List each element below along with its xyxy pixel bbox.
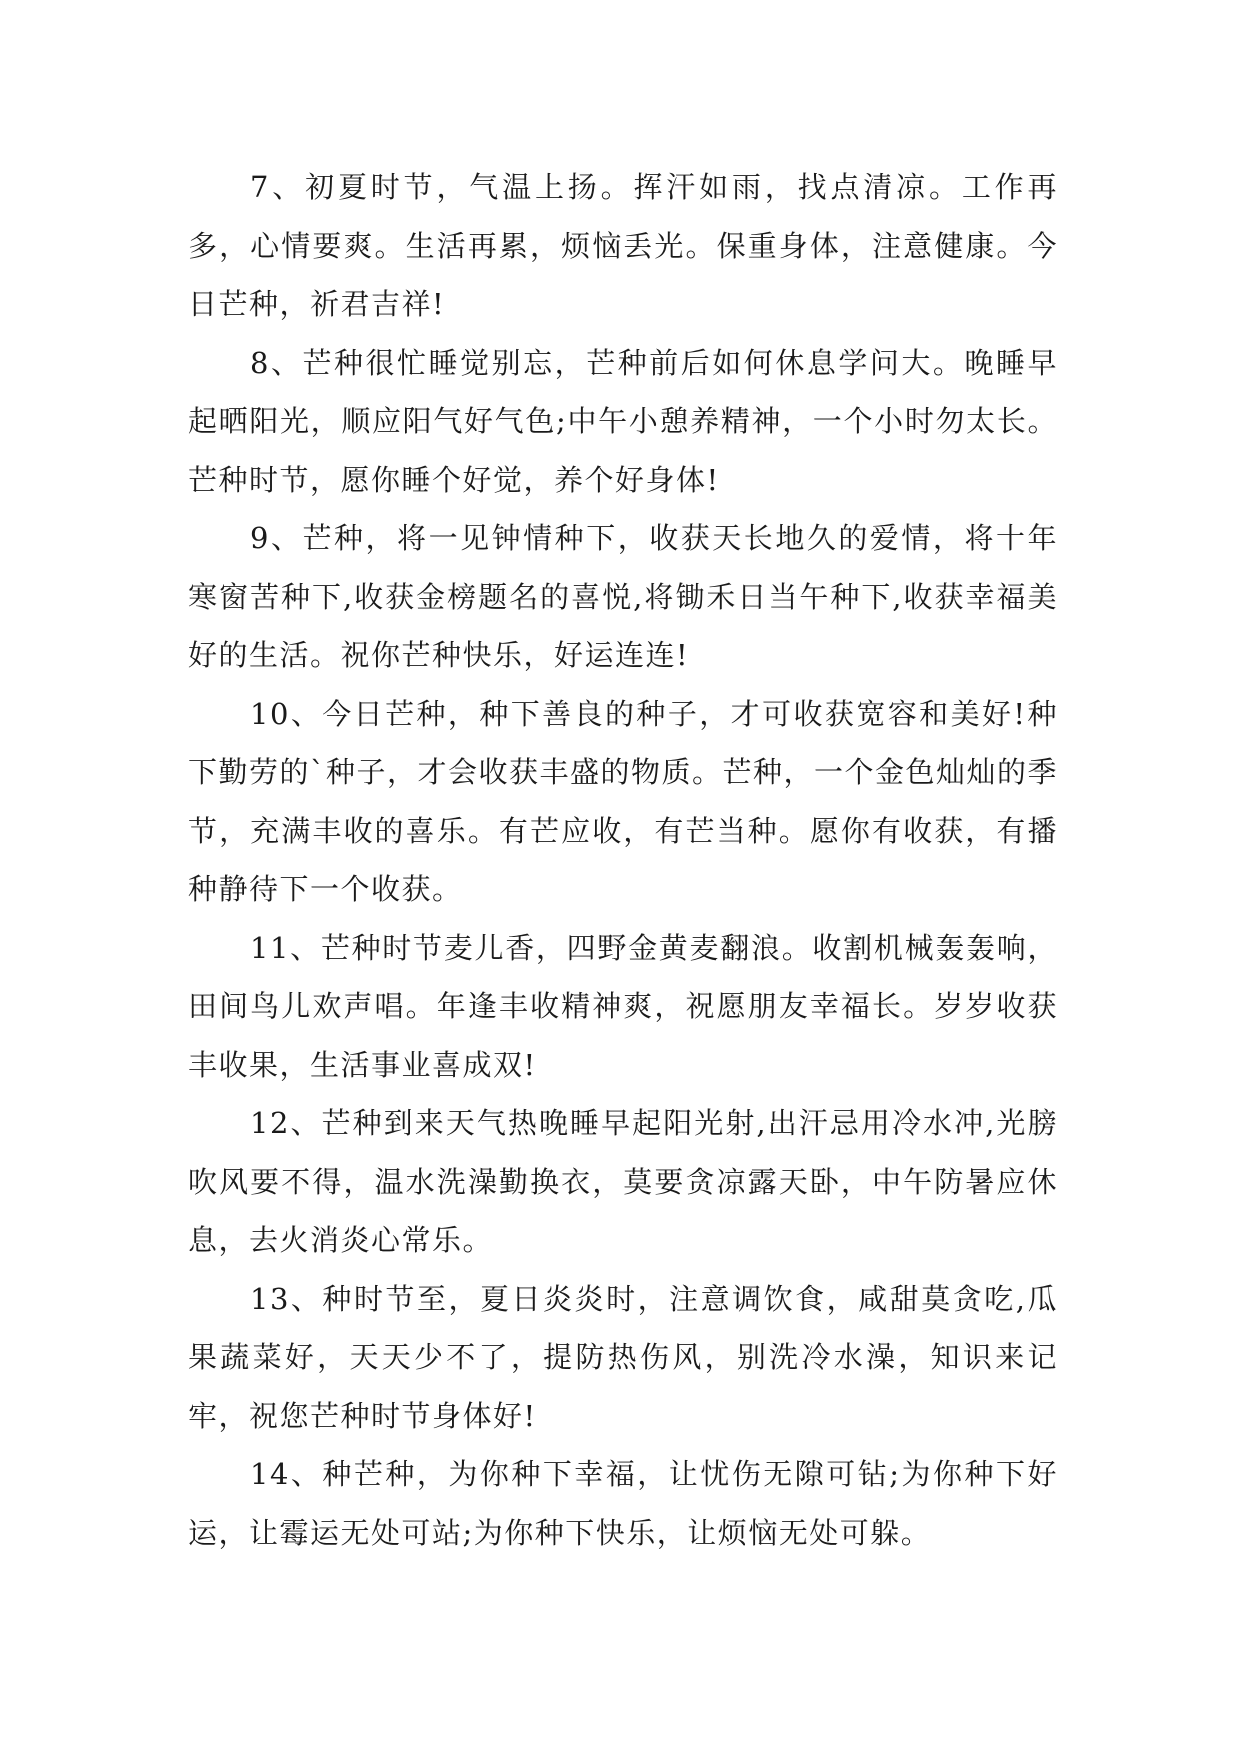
paragraph-7: 7、初夏时节，气温上扬。挥汗如雨，找点清凉。工作再多，心情要爽。生活再累，烦恼丢光。保重身体，注意健康。今日芒种，祈君吉祥! (188, 170, 1058, 321)
paragraph-14: 14、种芒种，为你种下幸福，让忧伤无隙可钻;为你种下好运，让霉运无处可站;为你种下快乐，让烦恼无处可躲。 (188, 1457, 1058, 1550)
paragraph-8: 8、芒种很忙睡觉别忘，芒种前后如何休息学问大。晚睡早起晒阳光，顺应阳气好气色;中午小憩养精神，一个小时勿太长。芒种时节，愿你睡个好觉，养个好身体! (188, 345, 1058, 497)
paragraph-12: 12、芒种到来天气热晚睡早起阳光射,出汗忌用冷水冲,光膀吹风要不得，温水洗澡勤换衣，莫要贪凉露天卧，中午防暑应休息，去火消炎心常乐。 (188, 1106, 1058, 1257)
paragraph-9: 9、芒种，将一见钟情种下，收获天长地久的爱情，将十年寒窗苦种下,收获金榜题名的喜悦,将锄禾日当午种下,收获幸福美好的生活。祝你芒种快乐，好运连连! (188, 521, 1058, 672)
paragraph-13: 13、种时节至，夏日炎炎时，注意调饮食，咸甜莫贪吃,瓜果蔬菜好，天天少不了，提防热伤风，别洗冷水澡，知识来记牢，祝您芒种时节身体好! (188, 1281, 1058, 1433)
document-body (188, 158, 1058, 1562)
paragraph-10: 10、今日芒种，种下善良的种子，才可收获宽容和美好!种下勤劳的`种子，才会收获丰盛的物质。芒种，一个金色灿灿的季节，充满丰收的喜乐。有芒应收，有芒当种。愿你有收获，有播种静待下一个收获。 (188, 696, 1059, 906)
paragraph-11: 11、芒种时节麦儿香，四野金黄麦翻浪。收割机械轰轰响，田间鸟儿欢声唱。年逢丰收精神爽，祝愿朋友幸福长。岁岁收获丰收果，生活事业喜成双! (188, 930, 1058, 1082)
